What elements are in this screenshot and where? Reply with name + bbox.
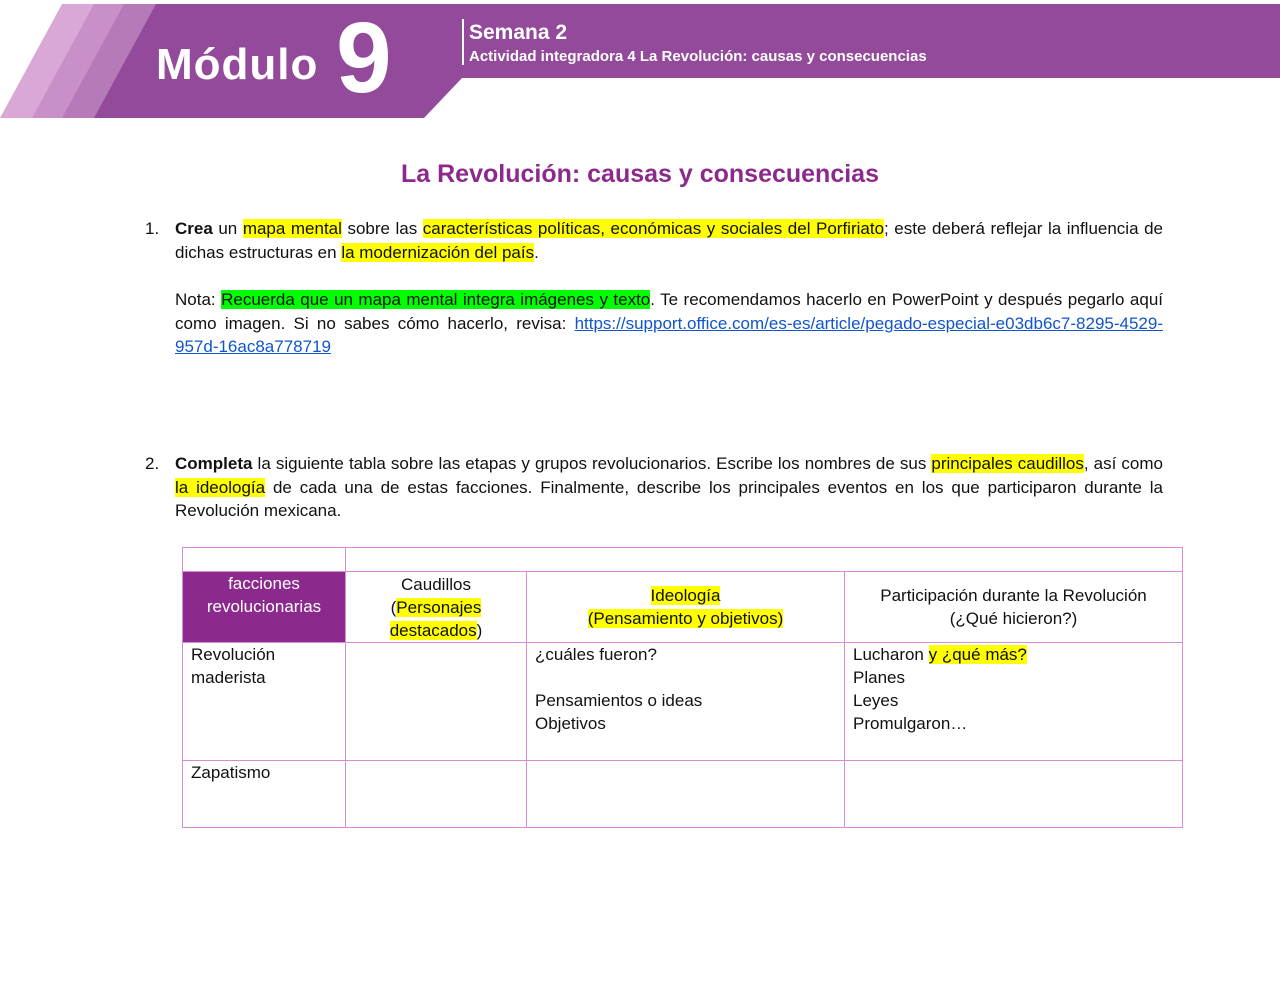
table-cell[interactable] [346,548,1183,572]
list-number: 2. [145,454,160,473]
spacer [535,666,836,689]
highlight: características políticas, económicas y sociales del Porfiriato [422,219,885,238]
cell-line: ¿cuáles fueron? [535,645,657,664]
table-cell[interactable] [527,643,845,761]
text: sobre las [341,219,423,238]
note-paragraph [175,288,1163,359]
table-cell[interactable] [346,761,527,828]
header-ideologia [527,572,845,643]
header-factions: facciones revolucionarias [183,572,346,643]
factions-table [182,547,1183,828]
faction-name[interactable]: Zapatismo [183,761,346,828]
cell-line [853,643,1174,666]
faction-name[interactable]: Revolución maderista [183,643,346,761]
text: de cada una de estas facciones. Finalmente, describe los principales eventos en los que participaron durante la Revolución mexicana. [175,477,1163,520]
text: ; este deberá reflejar la influencia de dichas estructuras en [175,219,1163,262]
text: , así como [1083,454,1163,473]
cell-line: Promulgaron… [853,714,968,733]
header-participacion-sub: (¿Qué hicieron?) [949,609,1078,628]
text: Lucharon [853,645,929,664]
cell-line: Objetivos [535,714,606,733]
header-caudillos [346,572,527,643]
highlight: mapa mental [242,219,342,238]
note-label: Nota: [175,290,222,309]
list-number: 1. [145,219,160,238]
header-caudillos-sub [354,596,518,642]
module-number: 9 [336,2,392,114]
module-word: Módulo [156,40,319,89]
header-participacion-title: Participación durante la Revolución [880,586,1147,605]
header-divider [462,19,464,65]
header-caudillos-title: Caudillos [401,574,471,594]
table-cell[interactable] [845,643,1183,761]
text: la siguiente tabla sobre las etapas y grupos revolucionarios. Escribe los nombres de sus [252,454,932,473]
table-cell[interactable] [183,548,346,572]
table-blank-row [183,548,1183,572]
activity-label: Actividad integradora 4 La Revolución: causas y consecuencias [469,48,927,65]
cell-line: Leyes [853,691,899,710]
header-banner [0,0,1280,122]
text: . [534,242,539,262]
highlight: la ideología [175,477,266,497]
week-label: Semana 2 [469,21,568,44]
cell-line: Pensamientos o ideas [535,691,703,710]
cell-line: Planes [853,668,905,687]
note-text: . Te recomendamos hacerlo en PowerPoint y después pegarlo aquí como imagen. Si no sabes cómo hacerlo, revisa: [175,290,1164,333]
header-participacion [845,572,1183,643]
table-row [183,761,1183,828]
table-cell[interactable] [845,761,1183,828]
highlight: principales caudillos [931,454,1084,473]
table-row [183,643,1183,761]
table-header-row [183,572,1183,643]
text: ( [390,597,397,617]
text: ) [476,620,483,640]
highlight: (Pensamiento y objetivos) [587,609,784,628]
keyword-crea: Crea [175,219,213,238]
page-title: La Revolución: causas y consecuencias [401,160,879,188]
highlight: la modernización del país [341,242,535,262]
highlight: Personajes destacados [389,597,482,640]
table-cell[interactable] [346,643,527,761]
highlight: y ¿qué más? [928,645,1027,664]
highlight-green: Recuerda que un mapa mental integra imágenes y texto [221,290,651,309]
table-cell[interactable] [527,761,845,828]
instruction-2 [145,452,1163,523]
text: un [212,219,243,238]
support-link[interactable]: https://support.office.com/es-es/article/pegado-especial-e03db6c7-8295-4529-957d-16ac8a778719 [175,313,1163,356]
instruction-1 [145,217,1163,264]
highlight: Ideología [650,586,721,605]
keyword-completa: Completa [175,454,253,473]
